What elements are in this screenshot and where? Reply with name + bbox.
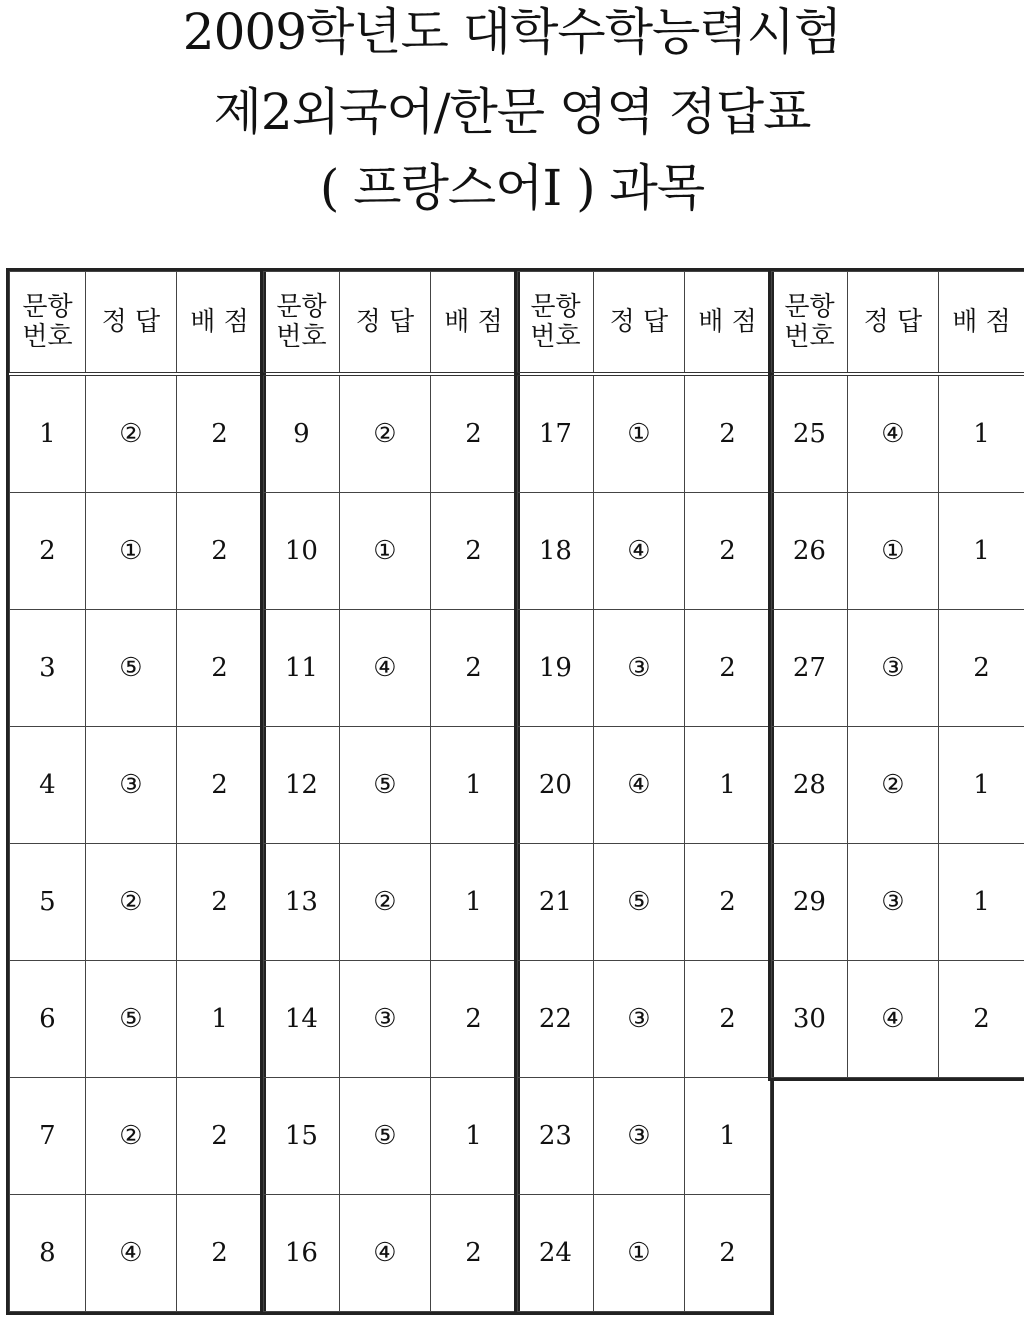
points-cell: 1 <box>684 727 770 844</box>
title-line-3: ( 프랑스어Ⅰ ) 과목 <box>319 159 705 217</box>
points-cell: 2 <box>176 844 262 961</box>
question-number: 10 <box>264 493 340 610</box>
question-number: 3 <box>10 610 86 727</box>
question-number: 2 <box>10 493 86 610</box>
answer-cell: ⑤ <box>339 727 430 844</box>
points-cell: 1 <box>430 1078 516 1195</box>
answer-cell: ⑤ <box>339 1078 430 1195</box>
question-number: 9 <box>264 374 340 493</box>
answer-cell: ② <box>847 727 938 844</box>
points-cell: 2 <box>684 961 770 1078</box>
answer-cell: ① <box>593 374 684 493</box>
answer-cell: ② <box>339 844 430 961</box>
points-cell: 1 <box>430 844 516 961</box>
points-cell: 2 <box>176 374 262 493</box>
points-cell: 2 <box>430 493 516 610</box>
answer-cell: ① <box>593 1195 684 1312</box>
answer-cell: ⑤ <box>593 844 684 961</box>
header-row <box>518 272 771 375</box>
question-number: 21 <box>518 844 594 961</box>
answer-cell: ④ <box>847 374 938 493</box>
question-number: 20 <box>518 727 594 844</box>
table-row <box>10 1078 263 1195</box>
question-number: 24 <box>518 1195 594 1312</box>
points-cell: 2 <box>684 1195 770 1312</box>
question-number: 16 <box>264 1195 340 1312</box>
answer-cell: ② <box>85 1078 176 1195</box>
table-row <box>10 610 263 727</box>
answer-cell: ② <box>85 374 176 493</box>
table-row <box>10 1195 263 1312</box>
points-cell: 2 <box>176 727 262 844</box>
question-number: 19 <box>518 610 594 727</box>
points-cell: 2 <box>176 610 262 727</box>
points-cell: 1 <box>176 961 262 1078</box>
answer-cell: ③ <box>593 1078 684 1195</box>
answer-cell: ⑤ <box>85 610 176 727</box>
question-number: 15 <box>264 1078 340 1195</box>
table-row <box>518 1195 771 1312</box>
header-number <box>772 272 848 375</box>
question-number: 1 <box>10 374 86 493</box>
title-line-1: 2009학년도 대학수학능력시험 <box>182 3 842 61</box>
table-row <box>772 493 1024 610</box>
question-number: 26 <box>772 493 848 610</box>
table-row <box>518 1078 771 1195</box>
points-cell: 1 <box>684 1078 770 1195</box>
table-row <box>10 727 263 844</box>
table-row <box>518 493 771 610</box>
answer-block-1 <box>6 268 266 1315</box>
answer-cell: ④ <box>593 493 684 610</box>
table-row <box>518 727 771 844</box>
title-line-2: 제2외국어/한문 영역 정답표 <box>213 83 811 141</box>
points-cell: 2 <box>430 610 516 727</box>
points-cell: 2 <box>684 493 770 610</box>
points-cell: 2 <box>938 961 1024 1078</box>
answer-cell: ① <box>85 493 176 610</box>
header-answer: 정 답 <box>847 272 938 375</box>
points-cell: 1 <box>938 727 1024 844</box>
question-number: 29 <box>772 844 848 961</box>
header-answer: 정 답 <box>593 272 684 375</box>
answer-cell: ② <box>339 374 430 493</box>
table-row <box>772 961 1024 1078</box>
answer-table <box>517 271 771 1312</box>
answer-cell: ② <box>85 844 176 961</box>
table-row <box>264 493 517 610</box>
table-row <box>518 844 771 961</box>
header-row <box>264 272 517 375</box>
header-row <box>772 272 1024 375</box>
question-number: 8 <box>10 1195 86 1312</box>
answer-cell: ④ <box>339 1195 430 1312</box>
points-cell: 2 <box>684 844 770 961</box>
table-row <box>10 493 263 610</box>
answer-block-2 <box>260 268 520 1315</box>
answer-cell: ① <box>847 493 938 610</box>
points-cell: 2 <box>430 374 516 493</box>
answer-cell: ③ <box>847 844 938 961</box>
table-row <box>264 727 517 844</box>
points-cell: 1 <box>938 493 1024 610</box>
table-row <box>264 844 517 961</box>
table-row <box>264 610 517 727</box>
table-row <box>772 610 1024 727</box>
answer-cell: ④ <box>85 1195 176 1312</box>
answer-cell: ③ <box>339 961 430 1078</box>
header-answer: 정 답 <box>339 272 430 375</box>
header-points: 배 점 <box>430 272 516 375</box>
answer-cell: ③ <box>85 727 176 844</box>
header-number <box>518 272 594 375</box>
points-cell: 2 <box>684 610 770 727</box>
header-number-bottom: 번호 <box>22 322 73 352</box>
header-number <box>264 272 340 375</box>
points-cell: 1 <box>938 844 1024 961</box>
table-row <box>772 727 1024 844</box>
answer-cell: ④ <box>339 610 430 727</box>
answer-block-3 <box>514 268 774 1315</box>
question-number: 28 <box>772 727 848 844</box>
question-number: 22 <box>518 961 594 1078</box>
table-row <box>264 1195 517 1312</box>
table-row <box>264 961 517 1078</box>
header-number-bottom: 번호 <box>276 322 327 352</box>
answer-cell: ⑤ <box>85 961 176 1078</box>
header-number <box>10 272 86 375</box>
table-row <box>772 374 1024 493</box>
points-cell: 2 <box>430 961 516 1078</box>
table-row <box>264 374 517 493</box>
header-number-top: 문항 <box>22 292 73 322</box>
answer-cell: ③ <box>847 610 938 727</box>
answer-table <box>771 271 1024 1078</box>
question-number: 5 <box>10 844 86 961</box>
question-number: 17 <box>518 374 594 493</box>
points-cell: 2 <box>176 493 262 610</box>
question-number: 13 <box>264 844 340 961</box>
question-number: 11 <box>264 610 340 727</box>
header-points: 배 점 <box>938 272 1024 375</box>
header-number-bottom: 번호 <box>784 322 835 352</box>
answer-table <box>263 271 517 1312</box>
table-row <box>518 374 771 493</box>
question-number: 7 <box>10 1078 86 1195</box>
header-number-bottom: 번호 <box>530 322 581 352</box>
answer-cell: ③ <box>593 961 684 1078</box>
table-row <box>264 1078 517 1195</box>
points-cell: 1 <box>430 727 516 844</box>
header-number-top: 문항 <box>530 292 581 322</box>
table-row <box>10 374 263 493</box>
header-points: 배 점 <box>684 272 770 375</box>
answer-cell: ④ <box>847 961 938 1078</box>
header-points: 배 점 <box>176 272 262 375</box>
table-row <box>772 844 1024 961</box>
question-number: 6 <box>10 961 86 1078</box>
header-answer: 정 답 <box>85 272 176 375</box>
answer-table <box>9 271 263 1312</box>
question-number: 12 <box>264 727 340 844</box>
question-number: 14 <box>264 961 340 1078</box>
table-row <box>518 961 771 1078</box>
answer-cell: ① <box>339 493 430 610</box>
points-cell: 2 <box>430 1195 516 1312</box>
points-cell: 2 <box>684 374 770 493</box>
header-number-top: 문항 <box>276 292 327 322</box>
points-cell: 2 <box>176 1195 262 1312</box>
answer-block-4 <box>768 268 1024 1081</box>
header-row <box>10 272 263 375</box>
question-number: 25 <box>772 374 848 493</box>
answer-cell: ③ <box>593 610 684 727</box>
points-cell: 2 <box>176 1078 262 1195</box>
points-cell: 1 <box>938 374 1024 493</box>
table-row <box>10 844 263 961</box>
question-number: 27 <box>772 610 848 727</box>
table-row <box>10 961 263 1078</box>
table-row <box>518 610 771 727</box>
question-number: 23 <box>518 1078 594 1195</box>
answer-cell: ④ <box>593 727 684 844</box>
question-number: 4 <box>10 727 86 844</box>
question-number: 30 <box>772 961 848 1078</box>
question-number: 18 <box>518 493 594 610</box>
header-number-top: 문항 <box>784 292 835 322</box>
points-cell: 2 <box>938 610 1024 727</box>
